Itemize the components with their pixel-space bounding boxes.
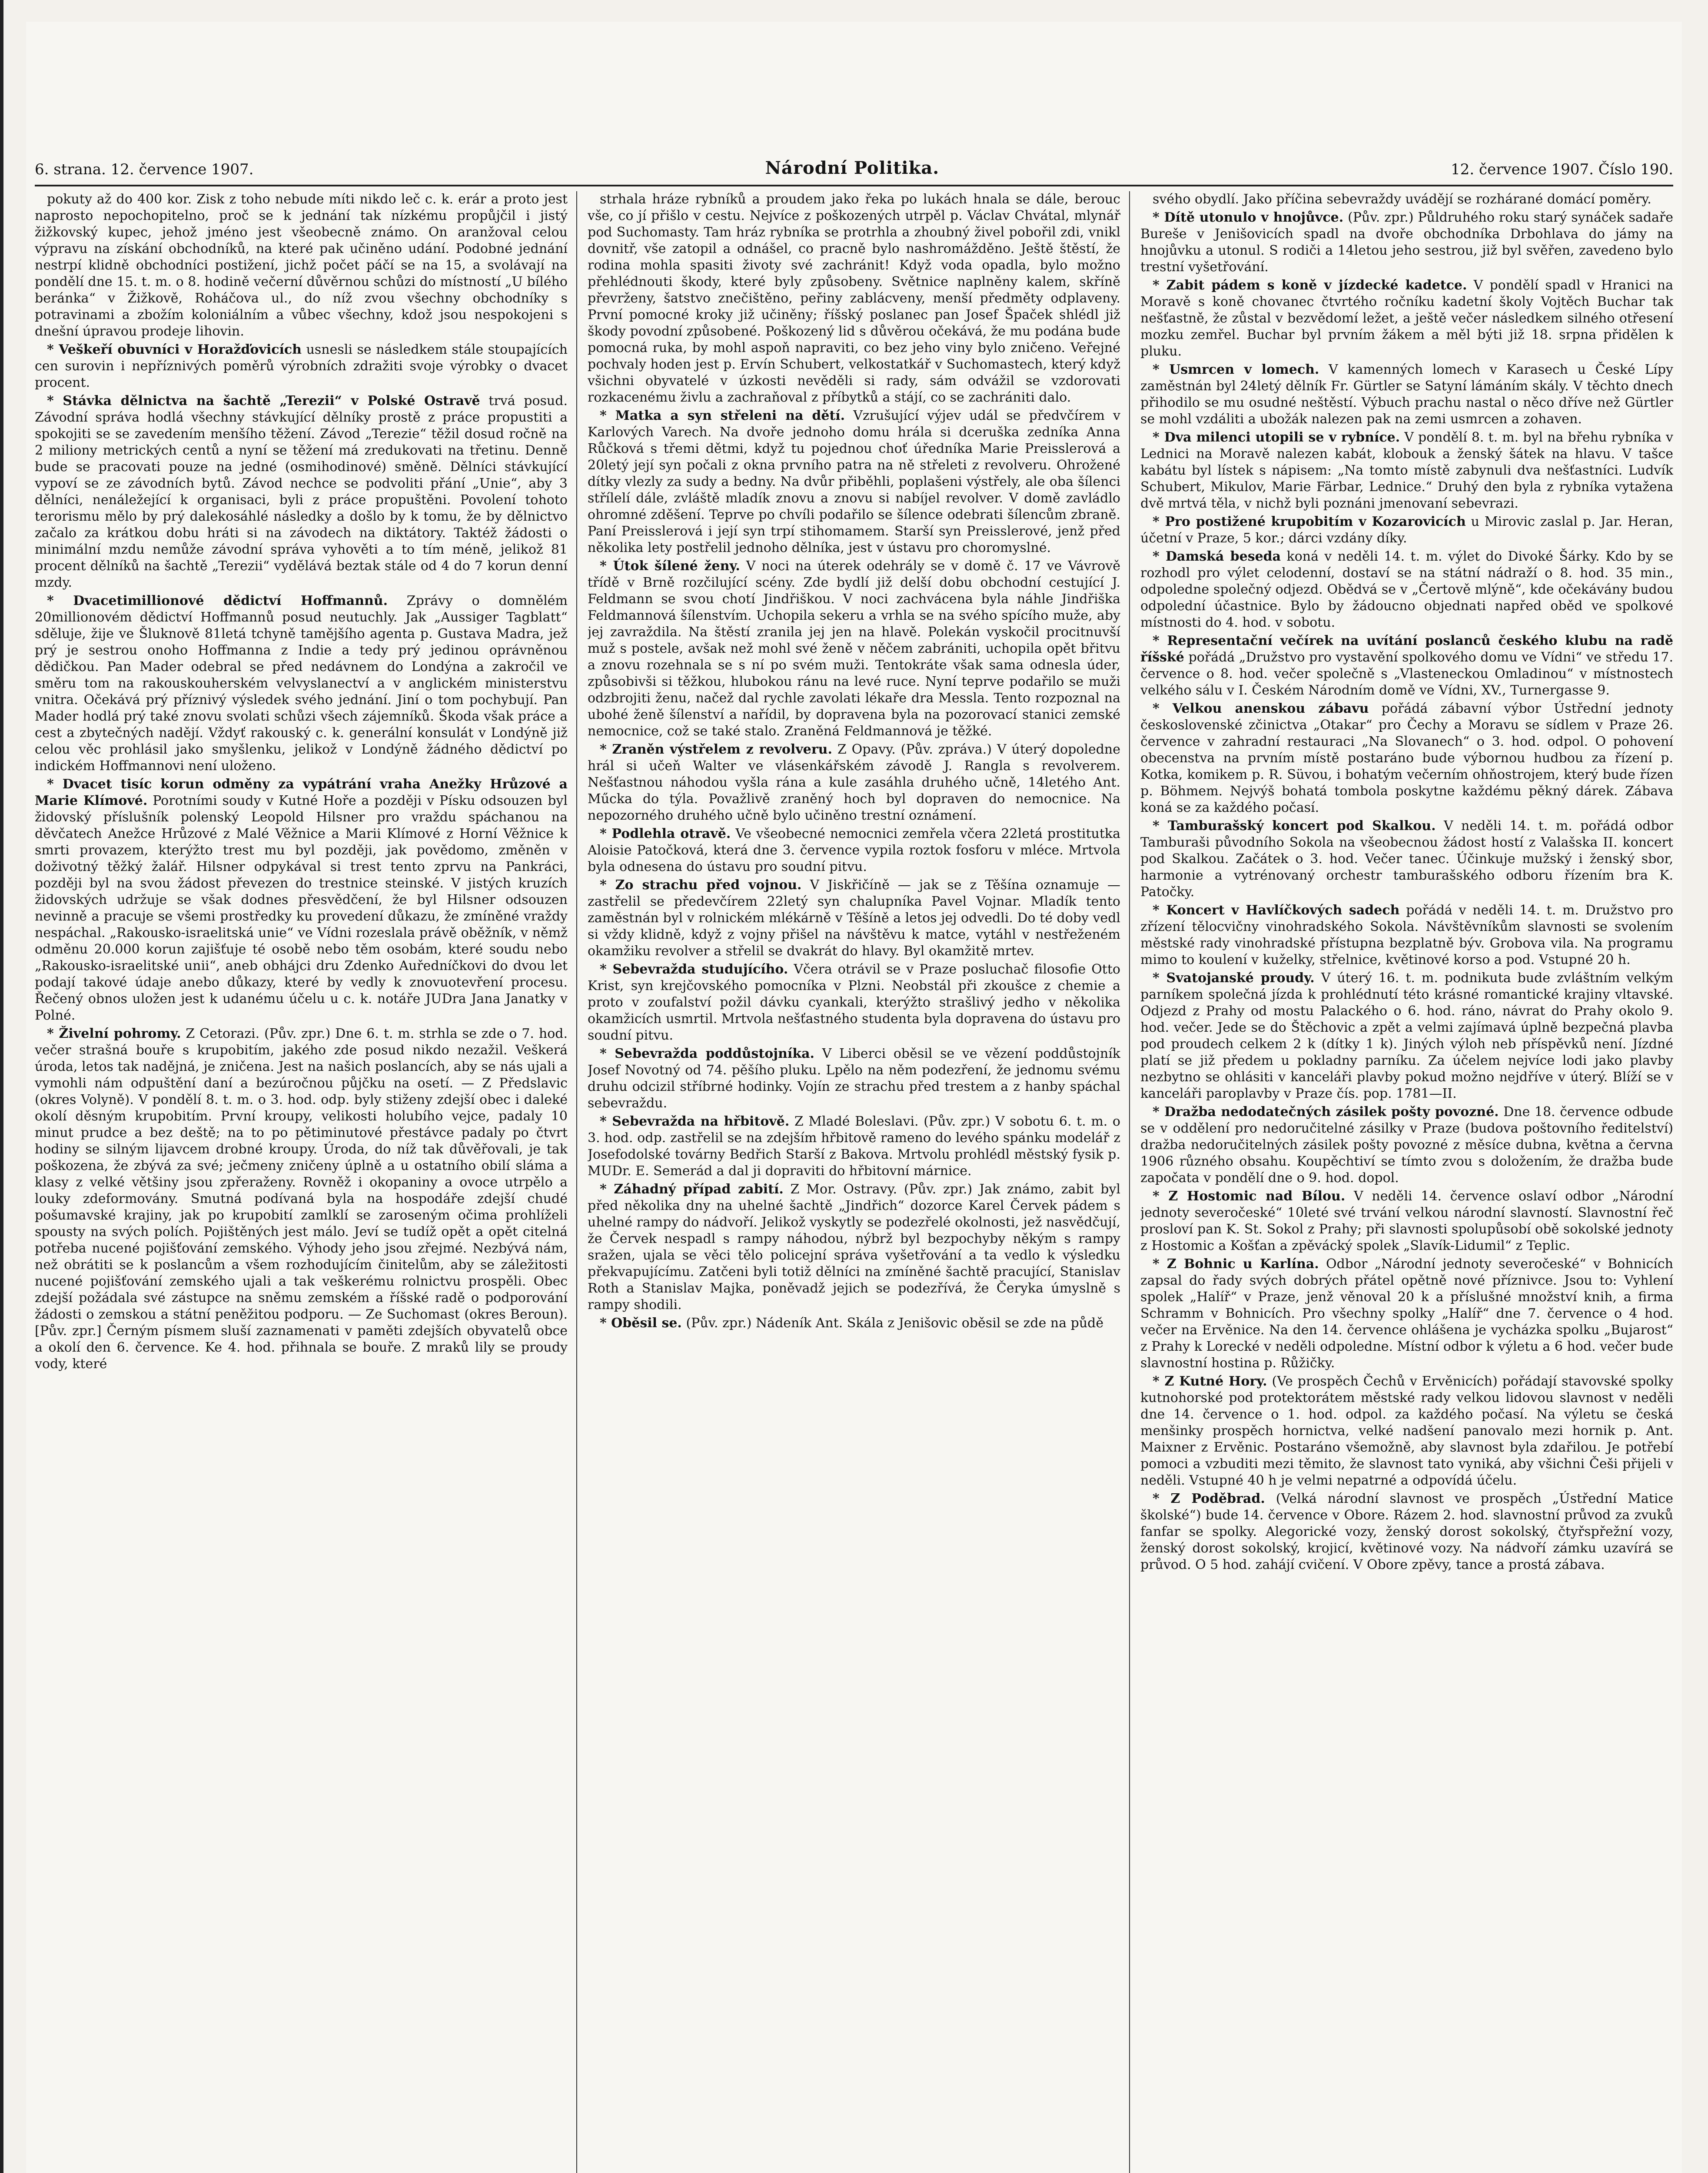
article-text: V pondělí 8. t. m. byl na břehu rybníka v Lednici na Moravě nalezen kabát, klobouk a ženský šátek na hlavu. V tašce kabátu byl lístek s nápisem: „Na tomto místě zabynuli dva nešťastníci. Ludvík Schubert, Mikulov, Marie Färbar, Lednice.“ Druhý den byla z rybníka vytažena dvě mrtvá těla, v nichž byli poznáni jmenovaní sebevrazi.: [1140, 430, 1673, 511]
article-headline: * Dražba nedodatečných zásilek pošty povozné.: [1153, 1104, 1499, 1120]
article-headline: * Dva milenci utopili se v rybníce.: [1153, 430, 1400, 445]
article-paragraph: [1140, 1188, 1673, 1254]
article-paragraph: [1140, 1256, 1673, 1372]
article-paragraph: [588, 961, 1120, 1044]
article-text: V Liberci oběsil se ve vězení poddůstojník Josef Novotný od 74. pěšího pluku. Lpělo na něm podezření, že jednomu svému druhu odcizil stříbrné hodinky. Vojín ze strachu před trestem a z hanby spáchal sebevraždu.: [588, 1046, 1120, 1111]
article-text: V pondělí spadl v Hranici na Moravě s koně chovanec čtvrtého ročníku kadetní školy Vojtěch Buchar tak nešťastně, že zůstal v bezvědomí ležet, a ještě večer následkem silného otřesení mozku zemřel. Buchar byl prvním žákem a měl býti již 18. srpna přidělen k pluku.: [1140, 278, 1673, 359]
article-headline: * Živelní pohromy.: [47, 1026, 181, 1041]
newspaper-page: [26, 22, 1682, 2173]
article-paragraph: [588, 1181, 1120, 1313]
article-columns: [35, 191, 1673, 2173]
article-text: (Pův. zpr.) Půldruhého roku starý synáček sadaře Bureše v Jenišovicích spadl na dvoře obchodníka Drbohlava do jámy na hnojůvku a utonul. S rodiči a 14letou jeho sestrou, již byl svěřen, zavedeno bylo trestní vyšetřování.: [1140, 210, 1673, 275]
article-headline: * Dvacet tisíc korun odměny za vypátrání vraha Anežky Hrůzové a Marie Klímové.: [35, 777, 568, 808]
article-paragraph: [1140, 970, 1673, 1102]
article-headline: * Oběsil se.: [600, 1316, 682, 1331]
article-paragraph: [1140, 209, 1673, 276]
header-left: 6. strana. 12. července 1907.: [35, 161, 254, 178]
masthead-title: Národní Politika.: [765, 158, 940, 178]
article-paragraph: [588, 191, 1120, 406]
article-text: Porotními soudy v Kutné Hoře a později v Písku odsouzen byl židovský příslušník polenský Leopold Hilsner pro vraždu spáchanou na děvčatech Anežce Hrůzové z Malé Věžnice a Marii Klímové z Horní Věžnice k smrti provazem, kterýžto trest mu byl později, jak povědomo, změněn v doživotný těžký žalář. Hilsner odpykával si trest tento zprvu na Pankráci, později byl na svou žádost převezen do trestnice steinské. V jistých kruzích židovských udržuje se však dodnes přesvědčení, že byl Hilsner odsouzen nevinně a pracuje se všemi prostředky ku provedení důkazu, že zmíněné vraždy nespáchal. „Rakousko-israelitská unie“ ve Vídni rozeslala právě oběžník, v němž odměnu 20.000 korun zajišťuje té osobě nebo těm osobám, které soudu nebo „Rakousko-israelitské unii“, aneb obhájci dru Zdenko Auředníčkovi do dvou let podají takové údaje anebo důkazy, které by vedly k znovuotevření procesu. Řečený obnos uložen jest k udanému účelu u c. k. notáře JUDra Jana Janatky v Polné.: [35, 793, 568, 1023]
header-rule: [35, 185, 1673, 186]
article-paragraph: [588, 1113, 1120, 1180]
article-text: Z Mladé Boleslavi. (Pův. zpr.) V sobotu 6. t. m. o 3. hod. odp. zastřelil se na zdejším hřbitově rameno do levého spánku modelář z Josefodolské továrny Bedřich Starší z Bakova. Mrtvolu prohlédl městský fysik p. MUDr. E. Semerád a dal ji dopraviti do hřbitovní márnice.: [588, 1114, 1120, 1179]
article-headline: * Svatojanské proudy.: [1153, 970, 1315, 986]
article-paragraph: [1140, 191, 1673, 208]
article-text: Z Opavy. (Pův. zpráva.) V úterý dopoledne hrál si učeň Walter ve vlásenkářském závodě J. Rangla s revolverem. Nešťastnou náhodou vyšla rána a kule zasáhla druhého učně, 14letého Ant. Műcka do týla. Považlivě zraněný hoch byl dopraven do nemocnice. Na nepozorného druhého učně bylo učiněno trestní oznámení.: [588, 742, 1120, 823]
article-paragraph: [588, 408, 1120, 556]
article-headline: * Koncert v Havlíčkových sadech: [1153, 903, 1400, 918]
article-headline: * Sebevražda poddůstojníka.: [600, 1046, 814, 1061]
article-text: strhala hráze rybníků a proudem jako řeka po lukách hnala se dále, berouc vše, co jí přišlo v cestu. Nejvíce z poškozených utrpěl p. Václav Chvátal, mlynář pod Suchomasty. Tam hráz rybníka se protrhla a zhoubný živel pobořil zdi, vnikl dovnitř, vše zatopil a odnášel, co pracně bylo nashromážděno. Ještě štěstí, že rodina mohla spasiti životy své zachránit! Když voda opadla, bylo možno přehlédnouti škody, které byly způsobeny. Světnice naplněny kalem, skříně převrženy, šatstvo znečištěno, peřiny zablácveny, menší předměty odplaveny. První pomocné kroky již učiněny; říšský poslanec pan Josef Špaček shlédl již škody povodní způsobené. Poškozený lid s důvěrou očekává, že mu podána bude pomocná ruka, by mohl aspoň napraviti, co bez jeho viny bylo zničeno. Veřejné pochvaly hoden jest p. Ervín Schubert, velkostatkář v Suchomastech, který když všichni obyvatelé v úzkosti nevěděli si rady, sám odvážil se vzdorovati rozkacenému živlu a zachraňoval z příbytků a stájí, co se zachrániti dalo.: [588, 192, 1120, 405]
article-paragraph: [35, 776, 568, 1024]
column-2: [588, 191, 1130, 2173]
article-text: pořádá „Družstvo pro vystavění spolkového domu ve Vídni“ ve středu 17. července o 8. hod. večer společně s „Vlasteneckou Omladinou“ v místnostech velkého sálu v I. Českém Národním domě ve Vídni, XV., Turnergasse 9.: [1140, 650, 1673, 698]
article-headline: * Záhadný případ zabití.: [600, 1182, 784, 1197]
article-headline: * Usmrcen v lomech.: [1153, 362, 1319, 377]
article-headline: * Velkou anenskou zábavu: [1153, 701, 1369, 716]
article-text: pořádá v neděli 14. t. m. Družstvo pro zřízení tělocvičny vinohradského Sokola. Návštěvníkům slavnosti se svolením městské rady vinohradské přístupna bezplatně býv. Grobova vila. Na programu mimo to koulení v kuželky, střelnice, květinové korso a pod. Vstupné 20 h.: [1140, 903, 1673, 967]
article-headline: * Dvacetimillionové dědictví Hoffmannů.: [47, 593, 388, 608]
article-text: (Velká národní slavnost ve prospěch „Ústřední Matice školské“) bude 14. července v Obore. Rázem 2. hod. slavnostní průvod za zvuků fanfar se spolky. Alegorické vozy, ženský dorost sokolský, čtyřspřežní vozy, ženský dorost sokolský, krojicí, květinové vozy. Na nádvoří zámku uzavírá se průvod. O 5 hod. zahájí cvičení. V Obore zpěvy, tance a prostá zábava.: [1140, 1491, 1673, 1572]
article-text: pokuty až do 400 kor. Zisk z toho nebude míti nikdo leč c. k. erár a proto jest naprosto nepochopitelno, proč se k jednání tak nízkému propůjčil i jistý žižkovský kupec, jehož jméno jest všeobecně známo. On aranžoval celou výpravu na získání obchodníků, na které pak učiněno udání. Podobné jednání nestrpí klidně obchodníci postižení, jichž počet páčí se na 15, a svolávají na pondělí dne 15. t. m. o 8. hodině večerní důvěrnou schůzi do místností „U bílého beránka“ v Žižkově, Roháčova ul., do níž zvou všechny obchodníky s potravinami a zbožím koloniálním a vůbec všechny, kdož jsou nespokojeni s dnešní úpravou prodeje lihovin.: [35, 192, 568, 339]
article-paragraph: [588, 1315, 1120, 1332]
article-paragraph: [35, 393, 568, 591]
article-headline: * Dítě utonulo v hnojůvce.: [1153, 210, 1344, 225]
article-paragraph: [1140, 633, 1673, 699]
column-3: [1140, 191, 1673, 2173]
article-text: Ve všeobecné nemocnici zemřela včera 22letá prostitutka Aloisie Patočková, která dne 3. července vypila roztok fosforu v mléce. Mrtvola byla odnesena do ústavu pro soudní pitvu.: [588, 826, 1120, 874]
article-text: Včera otrávil se v Praze posluchač filosofie Otto Krist, syn krejčovského pomocníka v Plzni. Neobstál při zkoušce z chemie a proto v zoufalství požil dávku cyankali, kterýžto strašlivý jedho v několika okamžicích usmrtil. Mrtvola nešťastného studenta byla dopravena do ústavu pro soudní pitvu.: [588, 962, 1120, 1043]
article-headline: * Sebevražda studujícího.: [600, 962, 788, 977]
article-paragraph: [588, 826, 1120, 875]
article-headline: * Veškeří obuvníci v Horažďovicích: [47, 342, 302, 357]
article-text: Odbor „Národní jednoty severočeské“ v Bohnicích zapsal do řady svých dobrých přátel opětně nové příznivce. Jsou to: Vyhlení spolek „Halíř“ v Praze, jenž věnoval 20 k a příslušné množství knih, a firma Schramm v Bohnicích. Pro všechny spolky „Halíř“ dne 7. července o 4 hod. večer na Ervěnice. Na den 14. července ohlášena je vycházka spolku „Bujarost“ z Prahy k Lorecké v neděli odpoledne. Místní odbor k výletu a 6 hod. večer bude slavnostní hostina p. Růžičky.: [1140, 1256, 1673, 1371]
article-paragraph: [1140, 548, 1673, 631]
article-headline: * Útok šílené ženy.: [600, 558, 740, 574]
article-paragraph: [588, 1046, 1120, 1112]
article-text: u Mirovic zaslal p. Jar. Heran, účetní v Praze, 5 kor.; dárci vzdány díky.: [1140, 514, 1673, 546]
article-headline: * Representační večírek na uvítání poslanců českého klubu na radě říšské: [1140, 633, 1673, 665]
article-headline: * Stávka dělnictva na šachtě „Terezii“ v Polské Ostravě: [47, 393, 480, 409]
article-paragraph: [1140, 514, 1673, 547]
article-headline: * Z Poděbrad.: [1153, 1491, 1265, 1506]
article-paragraph: [1140, 277, 1673, 360]
article-headline: * Matka a syn střeleni na dětí.: [600, 408, 845, 423]
article-text: usnesli se následkem stále stoupajících cen surovin i nepříznivých poměrů výrobních zdražiti svoje výrobky o dvacet procent.: [35, 342, 568, 390]
article-text: (Pův. zpr.) Nádeník Ant. Skála z Jenišovic oběsil se zde na půdě: [686, 1316, 1104, 1331]
article-text: Vzrušující výjev udál se předvčírem v Karlových Varech. Na dvoře jednoho domu hrála si dceruška zedníka Anna Růčková s třemi dětmi, když tu pojednou choť úředníka Marie Preisslerová a 20letý její syn počali z okna prvního patra na ně střeleti z revolveru. Ohrožené dítky vlezly za sudy a bedny. Na dvůr přiběhli, poplašeni výstřely, ale oba šílenci střílelí dále, zvláště mladík znovu a znovu si nabíjel revolver. V domě zavládlo ohromné zděšení. Teprve po chvíli podařilo se šílence odebrati šílencům zbraně. Paní Preisslerová i její syn trpí stihomamem. Starší syn Preisslerové, jenž před několika lety postřelil jednoho dělníka, jest v ústavu pro choromyslné.: [588, 408, 1121, 555]
article-text: V úterý 16. t. m. podnikuta bude zvláštním velkým parníkem společná jízda k prohlédnutí této krásné romantické krajiny vltavské. Odjezd z Prahy od mostu Palackého o 6. hod. ráno, návrat do Prahy okolo 9. hod. večer. Jede se do Štěchovic a zpět a velmi zajímavá úplně bezpečná plavba pod proudech celkem 2 k (dítky 1 k). Jiných výloh neb příspěvků není. Jízdné platí se již předem u pokladny parníku. Za účelem nejvíce lodi jako plavby nezbytno se ohlásiti v kanceláři plavby pokud možno nejdříve v úterý. Blíží se v kanceláři paroplavby v Praze čís. pop. 1781—II.: [1140, 970, 1673, 1101]
article-paragraph: [1140, 818, 1673, 900]
article-paragraph: [35, 191, 568, 340]
article-headline: * Z Kutné Hory.: [1153, 1374, 1267, 1389]
article-paragraph: [1140, 362, 1673, 428]
column-1: [35, 191, 577, 2173]
article-paragraph: [588, 741, 1120, 824]
article-text: V neděli 14. července oslaví odbor „Národní jednoty severočeské“ 10leté své trvání velkou národní slavností. Slavnostní řeč prosloví pan K. St. Sokol z Prahy; při slavnosti spolupůsobí obě sokolské jednoty z Hostomic a Košťan a zpěvácký spolek „Slavík-Lidumil“ z Teplic.: [1140, 1189, 1673, 1253]
article-text: V neděli 14. t. m. pořádá odbor Tamburaši původního Sokola na všeobecnou žádost hostí z Valašska II. koncert pod Skalkou. Začátek o 3. hod. Večer tanec. Účinkuje mužský i ženský sbor, harmonie a vytrénovaný orchestr tamburašského odboru řízením bra K. Patočky.: [1140, 818, 1673, 900]
article-text: Dne 18. července odbude se v oddělení pro nedoručitelné zásilky v Praze (budova poštovního ředitelství) dražba nedoručitelných zásilek pošty povozné z měsíce dubna, května a června 1906 různého obsahu. Koupěchtiví se tímto zvou s doložením, že dražba bude započata v pondělí dne o 9. hod. dopol.: [1140, 1104, 1673, 1186]
article-text: V noci na úterek odehrály se v domě č. 17 ve Vávrově třídě v Brně rozčilující scény. Zde bydlí již delší dobu obchodní cestující J. Feldmann se svou chotí Jindřiškou. V noci zachvácena byla náhle Jindřiška Feldmannová šílenstvím. Uchopila sekeru a vrhla se na svého spícího muže, aby jej zavraždila. Na štěstí zranila jej jen na hlavě. Polekán vyskočil procitnuvší muž s postele, avšak než mohl své ženě v něčem zabrániti, uchopila opět břitvu a znovu rozehnala se s ní po svém muži. Tentokráte však sama odnesla úder, způsobivši si těžkou, hlubokou ránu na levé ruce. Nyní teprve podařilo se muži odzbrojiti ženu, načež dal rychle zavolati lékaře dra Messla. Tento rozpoznal na ubohé ženě šílenství a nařídil, by dopravena byla na pozorovací stanici zemské nemocnice, což se také stalo. Zraněná Feldmannová je těžké.: [588, 558, 1121, 739]
article-paragraph: [1140, 1104, 1673, 1186]
article-headline: * Pro postižené krupobitím v Kozarovicích: [1153, 514, 1466, 529]
article-headline: * Zraněn výstřelem z revolveru.: [600, 742, 832, 757]
page-header: [35, 152, 1673, 178]
article-paragraph: [35, 593, 568, 774]
article-text: Z Cetorazi. (Pův. zpr.) Dne 6. t. m. strhla se zde o 7. hod. večer strašná bouře s krupobitím, jakého zde posud nikdo nezažil. Veškerá úroda, letos tak nadějná, je zničena. Jest na našich poslancích, aby se nás ujali a vymohli nám odpuštění daní a bezúročnou půjčku na osetí. — Z Předslavic (okres Volyně). V pondělí 8. t. m. o 3. hod. odp. byly stiženy zdejší obec i daleké okolí děsným krupobitím. První kroupy, velikosti holubího vejce, padaly 10 minut prudce a bez deště; na to po pětiminutové přestávce padaly po čtvrt hodiny se silným lijavcem drobné kroupy. Úroda, do níž tak důvěřovali, je tak poškozena, že zbývá za své; ječmeny zničeny úplně a u ostatního obilí sláma a klasy z velké většiny jsou zpřeraženy. Rovněž i okopaniny a ovoce utrpělo a louky zdeformovány. Smutná podívaná byla na hospodáře zdejší chudé pošumavské krajiny, jak po krupobití zamlklí se zaroseným očima prohlíželi spousty na svých polích. Pojištěných jest málo. Jeví se tudíž opět a opět citelná potřeba nucené pojišťování zemského. Výhody jeho jsou zřejmé. Nezbývá nám, než obrátiti se k poslancům a všem rozhodujícím činitelům, aby se záležitosti nucené pojišťování zemského ujali a tak veškerému rolnictvu prospěli. Obec zdejší požádala své zástupce na sněmu zemském a říšské radě o podporování žádosti o zemskou a státní peněžitou podporu. — Ze Suchomast (okres Beroun). [Pův. zpr.] Černým písmem sluší zaznamenati v paměti zdejších obyvatelů obce a okolí den 6. července. Ke 4. hod. přihnala se bouře. Z mraků lily se proudy vody, které: [35, 1026, 568, 1372]
article-paragraph: [1140, 429, 1673, 512]
article-text: Zprávy o domnělém 20millionovém dědictví Hoffmannů posud neutuchly. Jak „Aussiger Tagblatt“ sděluje, žije ve Šluknově 81letá tchyně tamějšího agenta p. Gustava Madra, jež prý je sestrou onoho Hoffmanna z Indie a tedy prý jedinou oprávněnou dědičkou. Pan Mader odebral se před nedávnem do Londýna a zakročil ve směru tom na rakouskouherském velvyslanectví a v anglickém ministerstvu vnitra. Očekává prý příznivý výsledek svého jednání. Jiní o tom pochybují. Pan Mader hodlá prý také znovu svolati schůzi všech zájemníků. Škoda však práce a cest a zbytečných nadějí. Vždyť rakouský c. k. generální konsulát v Londýně již celou věc prohlásil jako smyšlenku, jelikož v Londýně žádného dědictví po indickém Hoffmannovi není uloženo.: [35, 593, 568, 774]
article-paragraph: [35, 1026, 568, 1372]
article-text: V kamenných lomech v Karasech u České Lípy zaměstnán byl 24letý dělník Fr. Gürtler se Satyní lámáním skály. V těchto dnech přihodilo se mu osudné neštěstí. Výbuch prachu nastal o něco dříve než Gürtler se mohl vzdáliti a ubožák nalezen pak na zemi usmrcen a zohaven.: [1140, 362, 1673, 427]
article-headline: * Zo strachu před vojnou.: [600, 877, 802, 893]
article-text: svého obydlí. Jako příčina sebevraždy uvádějí se rozhárané domácí poměry.: [1153, 192, 1652, 207]
article-paragraph: [588, 877, 1120, 960]
article-text: (Ve prospěch Čechů v Ervěnicích) pořádají stavovské spolky kutnohorské pod protektorátem městské rady velkou lidovou slavnost v neděli dne 14. července o 1. hod. odpol. za každého počasí. Na výletu se česká menšinky prospěch hornictva, velké nadšení panovalo mezi hornik p. Ant. Maixner z Ervěnic. Postaráno všemožně, aby slavnost byla zdařilou. Je potřebí pomoci a vzbuditi mezi těmito, že slavnost tato vyniká, aby všichni Češi přijeli v neděli. Vstupné 40 h je velmi nepatrné a odpovídá účelu.: [1140, 1374, 1673, 1488]
article-headline: * Z Hostomic nad Bílou.: [1153, 1189, 1346, 1204]
article-text: Z Mor. Ostravy. (Pův. zpr.) Jak známo, zabit byl před několika dny na uhelné šachtě „Jindřich“ dozorce Karel Červek pádem s uhelné rampy do nádvoří. Jelikož vyskytly se podezřelé okolnosti, jež nasvědčují, že Červek nespadl s rampy náhodou, nýbrž byl bezpochyby někým s rampy sražen, ujala se věci tělo policejní správa vyšetřování a ta vedlo k výsledku překvapujícímu. Zatčeni byli totiž dělníci na zmíněné šachtě pracující, Stanislav Roth a Stanislav Majka, poněvadž jejich se podezřívá, že Čeryka úmyslně s rampy shodili.: [588, 1182, 1120, 1312]
article-headline: * Damská beseda: [1153, 549, 1281, 564]
article-paragraph: [35, 342, 568, 391]
article-text: koná v neděli 14. t. m. výlet do Divoké Šárky. Kdo by se rozhodl pro výlet celodenní, dostaví se na státní nádraží o 8. hod. 35 min., odpoledne společný odjezd. Obědvá se v „Čertově mlýně“, kde očekávány budou odpolední účastnice. Bylo by žádoucno objednati napřed oběd ve spolkové místnosti do 4. hod. v sobotu.: [1140, 549, 1673, 630]
article-paragraph: [588, 558, 1120, 740]
article-headline: * Tamburašský koncert pod Skalkou.: [1153, 818, 1436, 834]
article-paragraph: [1140, 902, 1673, 968]
article-text: pořádá zábavní výbor Ústřední jednoty československé zčinictva „Otakar“ pro Čechy a Moravu se sídlem v Praze 26. července v zahradní restauraci „Na Slovanech“ o 3. hod. odpol. O pohovení obecenstva na prvním místě postaráno bude výbornou hudbou za řízení p. Kotka, komikem p. R. Süvou, i bohatým večerním ohňostrojem, který bude řízen p. Böhmem. Nejvýš bohatá tombola poskytne každému pěkný dárek. Zábava koná se za každého počasí.: [1140, 701, 1673, 815]
article-paragraph: [1140, 701, 1673, 816]
article-headline: * Sebevražda na hřbitově.: [600, 1114, 790, 1129]
article-headline: * Zabit pádem s koně v jízdecké kadetce.: [1153, 278, 1467, 293]
article-text: V Jiskřičíně — jak se z Těšína oznamuje — zastřelil se předevčírem 22letý syn chalupníka Pavel Vojnar. Mladík tento zaměstnán byl v rolnickém mlékárně v Těšíně a letos jej odvedli. Do té doby vedl si vždy klidně, když z vojny přišel na návštěvu k matce, vytáhl v nestřeženém okamžiku revolver a střelil se dvakrát do hlavy. Byl okamžitě mrtev.: [588, 877, 1120, 959]
article-headline: * Podlehla otravě.: [600, 826, 731, 841]
article-headline: * Z Bohnic u Karlína.: [1153, 1256, 1319, 1272]
header-right: 12. července 1907. Číslo 190.: [1451, 161, 1673, 178]
article-text: trvá posud. Závodní správa hodlá všechny stávkující dělníky prostě z práce propustiti a spokojiti se se zavedením menšího těžení. Závod „Terezie“ těžil dosud ročně na 2 miliony metrických centů a nyní se těžení má zredukovati na třetinu. Denně bude se pracovati pouze na jedné (osmihodinové) směně. Dělníci stávkující vypoví se ze závodních bytů. Závod nechce se podvoliti přání „Unie“, aby 3 dělníci, nenáležející k organisaci, byli z práce propuštěni. Povolení tohoto terorismu mělo by prý dalekosáhlé následky a došlo by k tomu, že by dělnictvo začalo za krátkou dobu hráti si na závodech na diktátory. Taktéž žádosti o minimální mzdu nemůže závodní správa vyhověti a to tím méně, jelikož 81 procent dělníků na šachtě „Terezii“ vydělává beztak stále od 4 do 7 korun denní mzdy.: [35, 393, 568, 590]
article-paragraph: [1140, 1373, 1673, 1489]
article-paragraph: [1140, 1491, 1673, 1573]
page-edge: [0, 0, 3, 2173]
